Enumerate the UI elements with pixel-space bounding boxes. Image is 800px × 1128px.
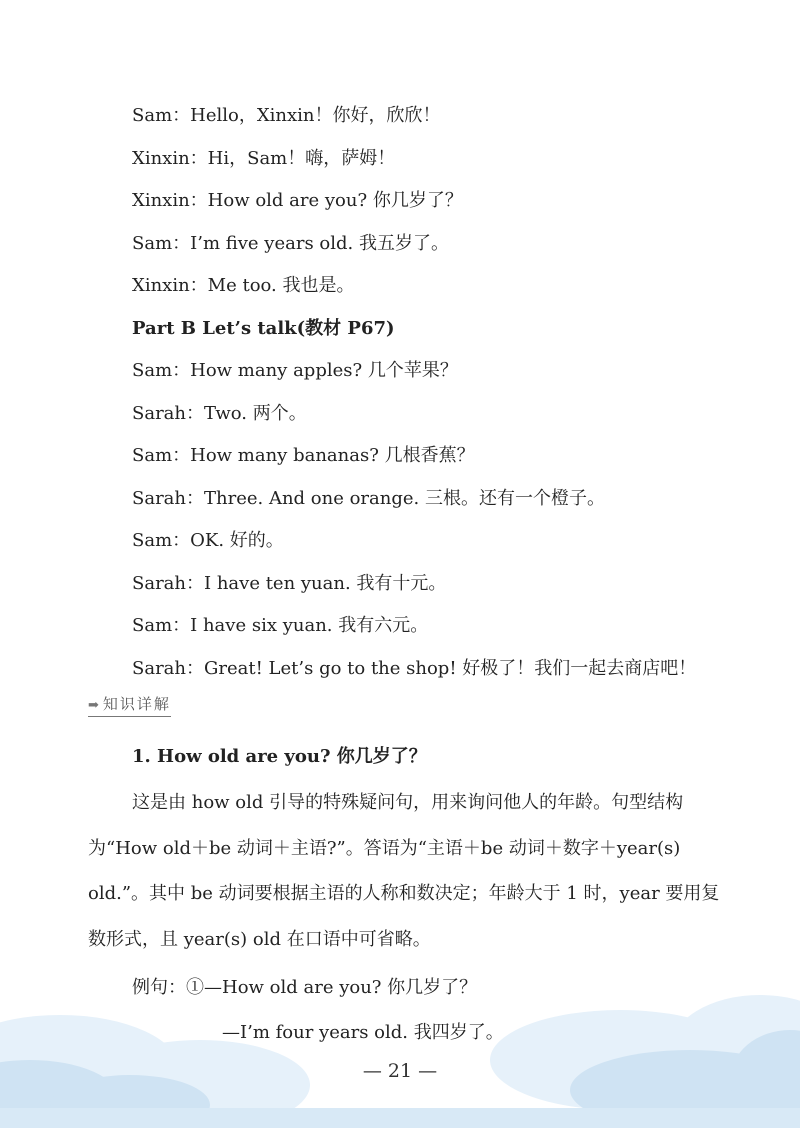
section-label: 知识详解 bbox=[102, 695, 171, 713]
dialogue-line: Sarah：Three. And one orange. 三根。还有一个橙子。 bbox=[132, 487, 605, 509]
page-number: — 21 — bbox=[362, 1060, 438, 1082]
dialogue-line: Sam：I’m five years old. 我五岁了。 bbox=[132, 232, 449, 254]
dialogue-line: Sam：How many apples? 几个苹果？ bbox=[132, 360, 458, 381]
dialogue-line: Xinxin：Me too. 我也是。 bbox=[132, 275, 355, 296]
dialogue-line: Xinxin：How old are you? 你几岁了？ bbox=[132, 190, 463, 211]
dialogue-line: Sarah：I have ten yuan. 我有十元。 bbox=[132, 572, 447, 594]
example-sentence-1: 例句：①—How old are you? 你几岁了？ bbox=[132, 977, 478, 998]
section-tag bbox=[88, 693, 171, 717]
explanation-paragraph: 这是由 how old 引导的特殊疑问句，用来询问他人的年龄。句型结构为“How old＋be 动词＋主语?”。答语为“主语＋be 动词＋数字＋year(s) old.”。其中 be 动词要根据主语的人称和数决定；年龄大于 1 时，year 要用复数形式，且 year(s) old 在口语中可省略。 bbox=[88, 792, 720, 950]
arrow-icon: ➡ bbox=[88, 698, 101, 713]
dialogue-line: Sam：I have six yuan. 我有六元。 bbox=[132, 615, 429, 636]
dialogue-block bbox=[132, 95, 772, 690]
dialogue-line: Sarah：Two. 两个。 bbox=[132, 402, 307, 424]
dialogue-line: Sam：OK. 好的。 bbox=[132, 530, 284, 551]
dialogue-line: Sarah：Great! Let’s go to the shop! 好极了！我们一起去商店吧！ bbox=[132, 657, 697, 679]
point-title: 1. How old are you? 你几岁了？ bbox=[132, 746, 427, 767]
part-heading: Part B Let’s talk(教材 P67) bbox=[132, 317, 395, 339]
example-sentence-2: —I’m four years old. 我四岁了。 bbox=[222, 1022, 504, 1043]
dialogue-line: Sam：Hello，Xinxin！你好，欣欣！ bbox=[132, 105, 441, 126]
dialogue-line: Sam：How many bananas? 几根香蕉？ bbox=[132, 445, 475, 466]
cloud-decoration bbox=[0, 990, 800, 1128]
dialogue-line: Xinxin：Hi，Sam！嗨，萨姆！ bbox=[132, 147, 396, 169]
